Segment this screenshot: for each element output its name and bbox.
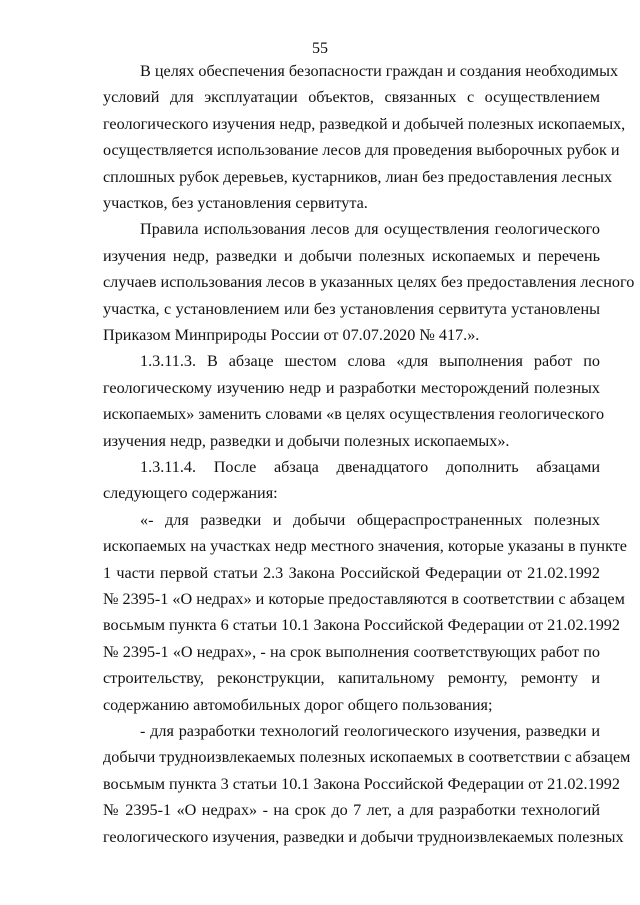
text-line: содержанию автомобильных дорог общего пользования; xyxy=(103,695,493,714)
text-line: строительству, реконструкции, капитальному ремонту, ремонту и xyxy=(103,669,600,688)
text-line: случаев использования лесов в указанных целях без предоставления лесного xyxy=(103,273,635,292)
text-line: 1.3.11.3. В абзаце шестом слова «для выполнения работ по xyxy=(140,352,600,371)
text-line: осуществляется использование лесов для проведения выборочных рубок и xyxy=(103,141,620,160)
text-line: изучения недр, разведки и добычи полезных ископаемых». xyxy=(103,431,510,450)
text-line: добычи трудноизвлекаемых полезных ископаемых в соответствии с абзацем xyxy=(103,748,631,767)
text-line: условий для эксплуатации объектов, связанных с осуществлением xyxy=(103,88,600,107)
text-line: «- для разведки и добычи общераспространенных полезных xyxy=(140,510,600,529)
text-line: В целях обеспечения безопасности граждан и создания необходимых xyxy=(140,62,619,80)
text-line: № 2395-1 «О недрах» и которые предоставляются в соответствии с абзацем xyxy=(103,590,625,608)
text-line: изучения недр, разведки и добычи полезных ископаемых и перечень xyxy=(103,246,600,265)
text-line: № 2395-1 «О недрах», - на срок выполнения соответствующих работ по xyxy=(103,642,600,661)
text-line: сплошных рубок деревьев, кустарников, лиан без предоставления лесных xyxy=(103,167,613,186)
text-line: геологическому изучению недр и разработки месторождений полезных xyxy=(103,378,600,397)
text-line: геологического изучения, разведки и добычи трудноизвлекаемых полезных xyxy=(103,827,624,846)
text-line: Правила использования лесов для осуществления геологического xyxy=(140,220,600,239)
text-line: - для разработки технологий геологического изучения, разведки и xyxy=(140,722,600,740)
text-line: Приказом Минприроды России от 07.07.2020 № 417.». xyxy=(103,326,480,344)
text-line: участков, без установления сервитута. xyxy=(103,194,368,212)
text-line: восьмым пункта 6 статьи 10.1 Закона Российской Федерации от 21.02.1992 xyxy=(103,616,620,635)
page-number: 55 xyxy=(312,40,328,57)
text-line: 1 части первой статьи 2.3 Закона Российской Федерации от 21.02.1992 xyxy=(103,563,600,582)
text-line: следующего содержания: xyxy=(103,484,278,503)
text-line: № 2395-1 «О недрах» - на срок до 7 лет, а для разработки технологий xyxy=(103,801,600,820)
text-line: геологического изучения недр, разведкой и добычей полезных ископаемых, xyxy=(103,114,626,133)
text-line: ископаемых на участках недр местного значения, которые указаны в пункте xyxy=(103,537,627,556)
text-line: восьмым пункта 3 статьи 10.1 Закона Российской Федерации от 21.02.1992 xyxy=(103,774,620,793)
text-line: 1.3.11.4. После абзаца двенадцатого дополнить абзацами xyxy=(140,458,600,476)
text-line: участка, с установлением или без установления сервитута установлены xyxy=(103,299,600,318)
text-line: ископаемых» заменить словами «в целях осуществления геологического xyxy=(103,405,605,424)
